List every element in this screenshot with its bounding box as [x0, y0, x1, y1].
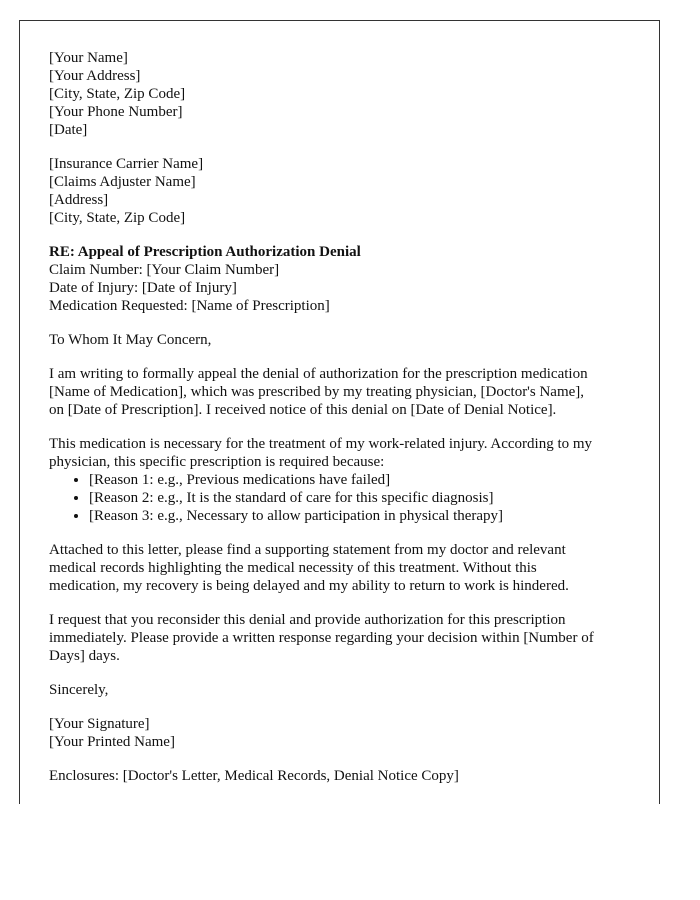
- sender-name: [Your Name]: [49, 50, 128, 66]
- salutation: To Whom It May Concern,: [49, 332, 212, 348]
- recipient-city-state-zip: [City, State, Zip Code]: [49, 210, 186, 226]
- sender-phone: [Your Phone Number]: [49, 104, 183, 120]
- reason-item: • [Reason 3: e.g., Necessary to allow participation in physical therapy]: [89, 507, 639, 525]
- subject-block: [49, 243, 639, 315]
- medication-requested: Medication Requested: [Name of Prescription]: [49, 298, 330, 314]
- paragraph-2: [49, 435, 639, 471]
- paragraph-1: [49, 365, 639, 419]
- closing: Sincerely,: [49, 682, 109, 698]
- enclosures: Enclosures: [Doctor's Letter, Medical Records, Denial Notice Copy]: [49, 768, 459, 784]
- paragraph-4-line: Days] days.: [49, 648, 120, 664]
- paragraph-3-line: Attached to this letter, please find a supporting statement from my doctor and relevant: [49, 542, 566, 558]
- sender-block: [49, 49, 639, 139]
- reason-item: • [Reason 2: e.g., It is the standard of care for this specific diagnosis]: [89, 489, 639, 507]
- paragraph-4-line: I request that you reconsider this denial and provide authorization for this prescription: [49, 612, 566, 628]
- recipient-carrier: [Insurance Carrier Name]: [49, 156, 204, 172]
- reasons-list: [49, 471, 639, 525]
- re-line: RE: Appeal of Prescription Authorization Denial: [49, 244, 361, 260]
- letter-content: [49, 49, 639, 785]
- recipient-adjuster: [Claims Adjuster Name]: [49, 174, 196, 190]
- letter-date: [Date]: [49, 122, 88, 138]
- signature-block: [49, 715, 639, 751]
- paragraph-1-line: [Name of Medication], which was prescribed by my treating physician, [Doctor's Name],: [49, 384, 585, 400]
- paragraph-4-line: immediately. Please provide a written response regarding your decision within [Number of: [49, 630, 594, 646]
- signature-line: [Your Signature]: [49, 716, 150, 732]
- date-of-injury: Date of Injury: [Date of Injury]: [49, 280, 237, 296]
- paragraph-2-line: physician, this specific prescription is required because:: [49, 454, 385, 470]
- reason-item: • [Reason 1: e.g., Previous medications have failed]: [89, 471, 639, 489]
- recipient-address: [Address]: [49, 192, 109, 208]
- sender-city-state-zip: [City, State, Zip Code]: [49, 86, 186, 102]
- paragraph-4: [49, 611, 639, 665]
- claim-number: Claim Number: [Your Claim Number]: [49, 262, 280, 278]
- paragraph-2-line: This medication is necessary for the treatment of my work-related injury. According to my: [49, 436, 593, 452]
- paragraph-3-line: medication, my recovery is being delayed and my ability to return to work is hindered.: [49, 578, 569, 594]
- sender-address: [Your Address]: [49, 68, 141, 84]
- printed-name: [Your Printed Name]: [49, 734, 175, 750]
- paragraph-1-line: I am writing to formally appeal the denial of authorization for the prescription medication: [49, 366, 588, 382]
- paragraph-3-line: medical records highlighting the medical necessity of this treatment. Without this: [49, 560, 537, 576]
- letter-page: [19, 20, 660, 804]
- paragraph-3: [49, 541, 639, 595]
- paragraph-1-line: on [Date of Prescription]. I received notice of this denial on [Date of Denial Notice].: [49, 402, 557, 418]
- recipient-block: [49, 155, 639, 227]
